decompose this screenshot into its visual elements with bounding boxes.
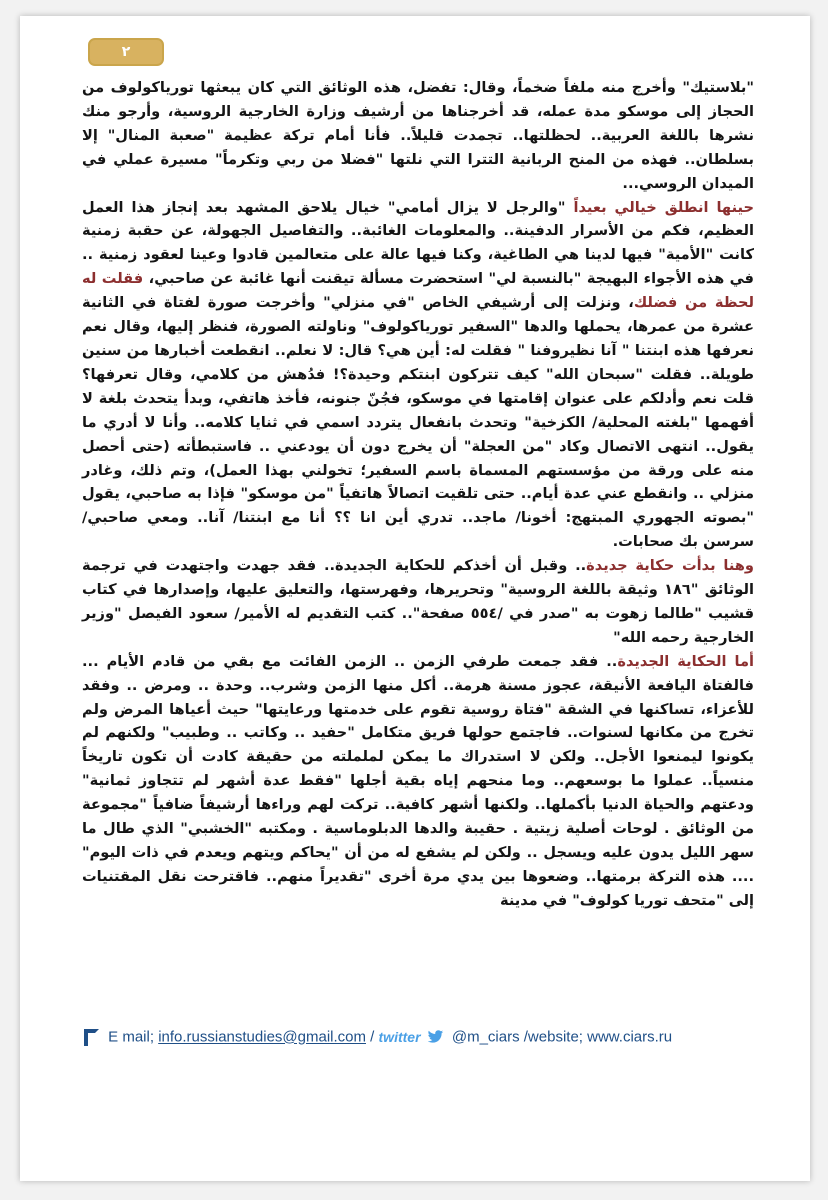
article-body [82,76,754,913]
paragraph-text: .. فقد جمعت طرفي الزمن .. الزمن الفائت مع بقي من قادم الأيام ... فالفتاة اليافعة الأنيقة، عجوز مسنة هرمة.. أكل منها الزمن وشرب.. وحدة .. ومرض .. وفقد للأعزاء، تساكنها في الشقة "فتاة روسية تقوم على خدمتها ورعايتها" حيث أعياها المرض ولم تخرج من مكانها لسنوات.. فاجتمع حولها فريق متكامل "حفيد .. وكاتب .. وطبيب" ولكنهم لم يكونوا ليمنعوا الأجل.. ولكن لا استدراك ما يمكن لململته من حقيقة كادت أن تكون تاريخاً منسياً.. عملوا ما بوسعهم.. وما منحهم إياه بقية أجلها "فقط عدة أشهر لم تتجاوز ثمانية" ودعتهم والحياة الدنيا بأكملها.. ولكنها أشهر كافية.. تركت لهم وراءها أرشيفاً ضافياً "مجموعة من الوثائق . لوحات أصلية زيتية . حقيبة والدها الدبلوماسية . ومكتبه "الخشبي" الذي طال ما سهر الليل يدون عليه ويسجل .. ولكن لم يشفع له من أن "يحاكم ويتهم ويعدم في ذات اليوم" .... هذه التركة برمتها.. وضعوها بين يدي مرة أخرى "تقديراً منهم.. فاقترحت نقل المقتنيات إلى "متحف توريا كولوف" في مدينة [82,652,754,909]
twitter-handle-and-website[interactable]: @m_ciars /website; www.ciars.ru [451,1028,673,1046]
paragraph-text: "والرجل لا يزال أمامي" خيال يلاحق المشهد بعد إنجاز هذا العمل العظيم، فكم من الأسرار الدفينة.. والمعلومات الغائبة.. والتفاصيل الجهولة، عن حقبة زمنية كانت "الأمية" فيها لدينا هي الطاغية، وكنا فيها عالة على متعالمين قادوا وعينا لعقود زمنية .. في هذه الأجواء البهيجة "بالنسبة لي" استحضرت مسألة تيقنت أنها غائبة عن صاحبي، [82,198,754,288]
paragraph-text: "بلاستيك" وأخرج منه ملفاً ضخماً، وقال: تفضل، هذه الوثائق التي كان يبعثها تورياكولوف من الحجاز إلى موسكو مدة عمله، قد أخرجناها من أرشيف وزارة الخارجية الروسية، وأرجو منك نشرها باللغة العربية.. لحظلتها.. تجمدت قليلاً.. فأنا أمام تركة عظيمة "صعبة المنال" إلا بسلطان.. فهذه من المنح الربانية التترا التي نلتها "فضلا من ربي وتكرماً" مسيرة عملي في الميدان الروسي... [82,79,754,192]
highlighted-phrase: وهنا بدأت حكاية جديدة [586,557,754,575]
center-logo-icon [82,1027,100,1047]
twitter-wordmark: twitter [378,1029,421,1045]
highlighted-phrase: أما الحكاية الجديدة [617,652,755,670]
twitter-bird-icon [427,1030,444,1044]
email-link[interactable]: info.russianstudies@gmail.com [158,1028,366,1046]
paragraph [82,76,754,196]
paragraph [82,554,754,650]
contact-footer [82,1027,754,1057]
footer-separator: / [370,1028,375,1046]
paragraph-text: ، ونزلت إلى أرشيفي الخاص "في منزلي" وأخرجت صورة لفتاة في الثانية عشرة من عمرها، يحملها والدها "السفير تورياكولوف" وناولته الصورة، فنظر إليها، وقال نعم نعرفها هذه ابنتنا " آنا نظيروفنا " فقلت له: أين هي؟ قال: لا نعلم.. انقطعت أخبارها من سنين طويلة.. فقلت "سبحان الله" كيف تتركون ابنتكم وحيدة؟! فدُهش من كلامي، وقال تعرفها؟ قلت نعم وأدلكم على عنوان إقامتها في موسكو، فجُنّ جنونه، فأخذ هاتفي، وبدأ يتحدث بلغة لا أفهمها "بلغته المحلية/ الكزخية" وتحدث بانفعال يتردد اسمي في ثنايا كلامه.. وأنا لا أدري ما يقول.. انتهى الاتصال وكاد "من العجلة" أن يخرج دون أن يودعني .. فاستبطأته (حتى أحصل منه على ورقة من مؤسستهم المسماة باسم السفير؛ تخولني بهذا العمل)، وتم ذلك، وغادر منزلي .. وانقطع عني عدة أيام.. حتى تلقيت اتصالاً هاتفياً "من موسكو" فإذا به صاحبي، يقول "بصوته الجهوري المبتهج: أخونا/ ماجد.. تدري أين انا ؟؟ أنا مع ابنتنا/ آنا.. ومعي صاحبي/ سرسن بك صحابات. [82,294,754,551]
paragraph [82,196,754,555]
paragraph [82,650,754,913]
document-page [20,16,810,1181]
email-label: E mail; [108,1028,155,1046]
page-number-badge: ٢ [88,38,164,66]
highlighted-phrase: فقلت له لحظة من فضلك [82,270,754,312]
paragraph-text: .. وقبل أن أخذكم للحكاية الجديدة.. فقد جهدت واجتهدت في ترجمة الوثائق "١٨٦ وثيقة باللغة الروسية" وتحريرها، وفهرستها، والتعليق عليها، وإصدارها في كتاب قشيب "طالما زهوت به "صدر في /٥٥٤ صفحة".. كتب التقديم له الأمير/ سعود الفيصل "وزير الخارجية رحمه الله" [82,557,754,646]
highlighted-phrase: حينها انطلق خيالي بعيداً [573,198,755,216]
